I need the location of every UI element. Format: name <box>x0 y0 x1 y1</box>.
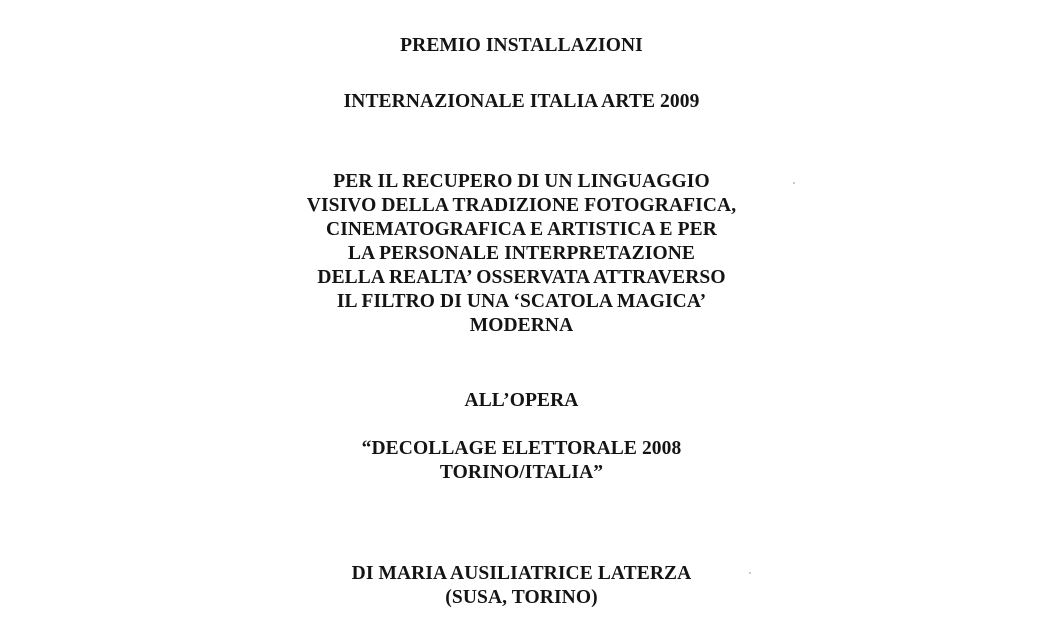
award-title: PREMIO INSTALLAZIONI <box>400 35 643 56</box>
motivation-line-5: DELLA REALTA’ OSSERVATA ATTRAVERSO <box>317 267 726 288</box>
work-title-line-1: “DECOLLAGE ELETTORALE 2008 <box>361 438 682 459</box>
motivation-line-7: MODERNA <box>469 315 574 336</box>
scan-speck <box>749 572 751 574</box>
scan-speck <box>793 182 795 184</box>
motivation-line-4: LA PERSONALE INTERPRETAZIONE <box>347 243 695 264</box>
author-line: DI MARIA AUSILIATRICE LATERZA <box>351 563 692 584</box>
dedication-line: ALL’OPERA <box>464 390 579 411</box>
work-title-line-2: TORINO/ITALIA” <box>439 462 604 483</box>
motivation-line-1: PER IL RECUPERO DI UN LINGUAGGIO <box>333 171 710 192</box>
motivation-line-3: CINEMATOGRAFICA E ARTISTICA E PER <box>326 219 717 240</box>
award-subtitle: INTERNAZIONALE ITALIA ARTE 2009 <box>343 91 700 112</box>
location-line: (SUSA, TORINO) <box>445 587 598 608</box>
motivation-line-6: IL FILTRO DI UNA ‘SCATOLA MAGICA’ <box>336 291 707 312</box>
motivation-line-2: VISIVO DELLA TRADIZIONE FOTOGRAFICA, <box>306 195 737 216</box>
